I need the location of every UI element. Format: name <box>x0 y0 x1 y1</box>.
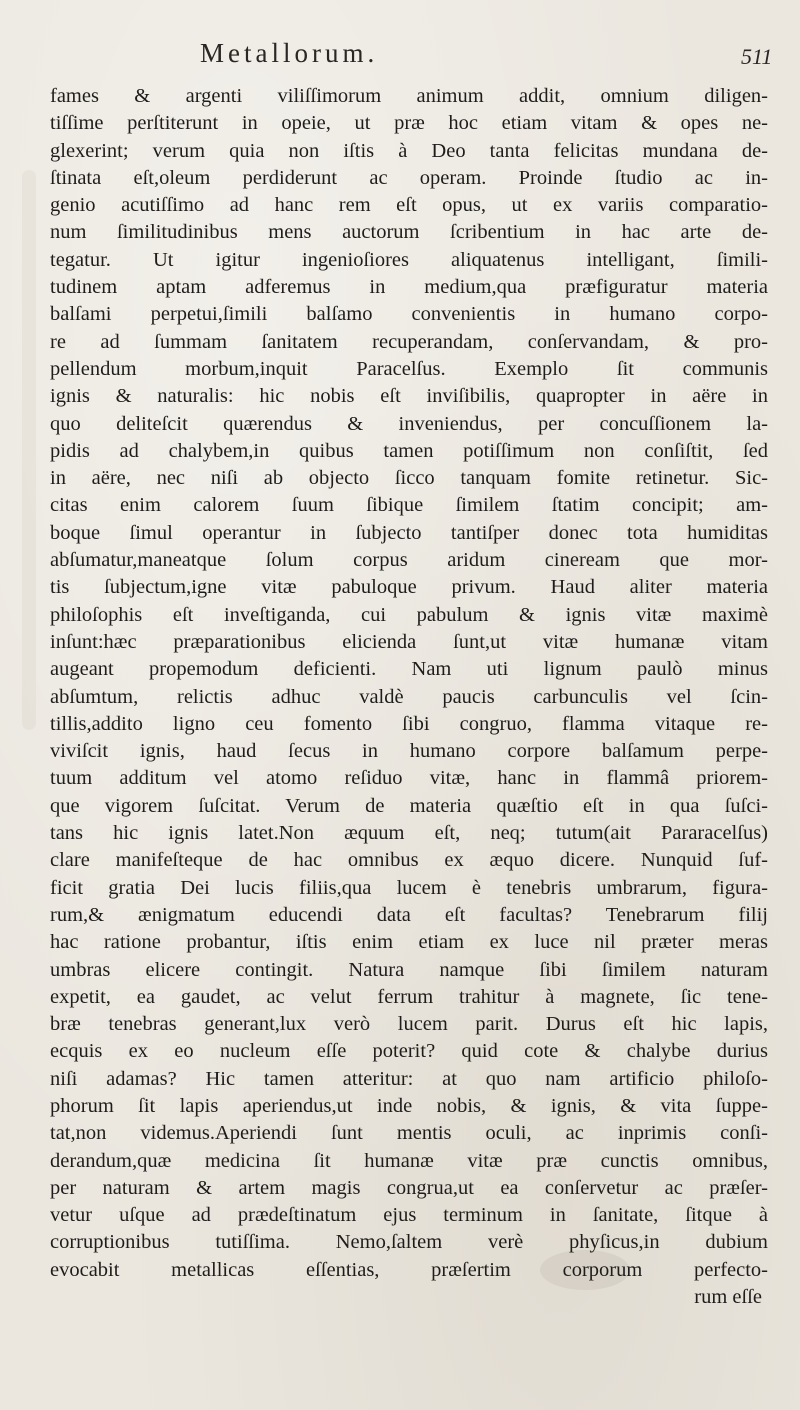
text-line: boque ſimul operantur in ſubjecto tantiſper donec tota humiditas <box>50 521 768 544</box>
running-title: Metallorum. <box>200 38 379 68</box>
page-number: 511 <box>741 44 773 69</box>
paper-stain <box>22 170 36 730</box>
text-line: ignis & naturalis: hic nobis eſt inviſibilis, quapropter in aëre in <box>50 385 768 408</box>
text-line: phorum ſit lapis aperiendus,ut inde nobis, & ignis, & vita ſuppe- <box>50 1094 768 1117</box>
text-line: re ad ſummam ſanitatem recuperandam, conſervandam, & pro- <box>50 330 768 353</box>
text-line: abſumatur,maneatque ſolum corpus aridum cineream que mor- <box>50 549 768 572</box>
text-line: pidis ad chalybem,in quibus tamen potiſſimum non conſiſtit, ſed <box>50 439 768 462</box>
text-line: quo deliteſcit quærendus & inveniendus, per concuſſionem la- <box>50 412 768 435</box>
text-line: tuum additum vel atomo reſiduo vitæ, hanc in flammâ priorem- <box>50 767 768 790</box>
text-line: hac ratione probantur, iſtis enim etiam ex luce nil præter meras <box>50 931 768 954</box>
text-line: num ſimilitudinibus mens auctorum ſcribentium in hac arte de- <box>50 221 768 244</box>
text-line: abſumtum, relictis adhuc valdè paucis carbunculis vel ſcin- <box>50 685 768 708</box>
text-line: ficit gratia Dei lucis filiis,qua lucem è tenebris umbrarum, figura- <box>50 876 768 899</box>
text-line: tans hic ignis latet.Non æquum eſt, neq; tutum(ait Pararacelſus) <box>50 822 768 845</box>
page-header <box>0 38 800 78</box>
text-line: philoſophis eſt inveſtiganda, cui pabulum & ignis vitæ maximè <box>50 603 768 626</box>
text-line: tegatur. Ut igitur ingenioſiores aliquatenus intelligant, ſimili- <box>50 248 768 271</box>
text-line: per naturam & artem magis congrua,ut ea conſervetur ac præſer- <box>50 1176 768 1199</box>
body-text <box>50 83 768 1311</box>
text-line: inſunt:hæc præparationibus elicienda ſunt,ut vitæ humanæ vitam <box>50 630 768 653</box>
text-line: in aëre, nec niſi ab objecto ſicco tanquam fomite retinetur. Sic- <box>50 467 768 490</box>
text-line: tillis,addito ligno ceu fomento ſibi congruo, flamma vitaque re- <box>50 712 768 735</box>
text-line: corruptionibus tutiſſima. Nemo,ſaltem verè phyſicus,in dubium <box>50 1231 768 1254</box>
text-line: glexerint; verum quia non iſtis à Deo tanta felicitas mundana de- <box>50 139 768 162</box>
text-line: ecquis ex eo nucleum eſſe poterit? quid cote & chalybe durius <box>50 1040 768 1063</box>
text-line: rum,& ænigmatum educendi data eſt facultas? Tenebrarum filij <box>50 903 768 926</box>
text-line: balſami perpetui,ſimili balſamo convenientis in humano corpo- <box>50 303 768 326</box>
catchword: rum eſſe <box>694 1286 762 1309</box>
text-line: ſtinata eſt,oleum perdiderunt ac operam. Proinde ſtudio ac in- <box>50 166 768 189</box>
text-line: vetur uſque ad prædeſtinatum ejus terminum in ſanitate, ſitque à <box>50 1204 768 1227</box>
text-line: expetit, ea gaudet, ac velut ferrum trahitur à magnete, ſic tene- <box>50 985 768 1008</box>
text-line: derandum,quæ medicina ſit humanæ vitæ præ cunctis omnibus, <box>50 1149 768 1172</box>
text-line: augeant propemodum deficienti. Nam uti lignum paulò minus <box>50 658 768 681</box>
text-line: tudinem aptam adferemus in medium,qua præfiguratur materia <box>50 276 768 299</box>
text-line: que vigorem ſuſcitat. Verum de materia quæſtio eſt in qua ſuſci- <box>50 794 768 817</box>
text-line: tis ſubjectum,igne vitæ pabuloque privum. Haud aliter materia <box>50 576 768 599</box>
text-line: fames & argenti viliſſimorum animum addit, omnium diligen- <box>50 85 768 107</box>
text-line: viviſcit ignis, haud ſecus in humano corpore balſamum perpe- <box>50 740 768 763</box>
text-line: bræ tenebras generant,lux verò lucem parit. Durus eſt hic lapis, <box>50 1013 768 1036</box>
text-line: tat,non videmus.Aperiendi ſunt mentis oculi, ac inprimis conſi- <box>50 1122 768 1145</box>
text-line: niſi adamas? Hic tamen atteritur: at quo nam artificio philoſo- <box>50 1067 768 1090</box>
text-line: genio acutiſſimo ad hanc rem eſt opus, ut ex variis comparatio- <box>50 194 768 217</box>
text-line: pellendum morbum,inquit Paracelſus. Exemplo ſit communis <box>50 357 768 380</box>
text-line: tiſſime perſtiterunt in opeie, ut præ hoc etiam vitam & opes ne- <box>50 112 768 135</box>
text-line: clare manifeſteque de hac omnibus ex æquo dicere. Nunquid ſuf- <box>50 849 768 872</box>
text-line: evocabit metallicas eſſentias, præſertim corporum perfecto- <box>50 1258 768 1281</box>
text-line: umbras elicere contingit. Natura namque ſibi ſimilem naturam <box>50 958 768 981</box>
text-line: citas enim calorem ſuum ſibique ſimilem ſtatim concipit; am- <box>50 494 768 517</box>
